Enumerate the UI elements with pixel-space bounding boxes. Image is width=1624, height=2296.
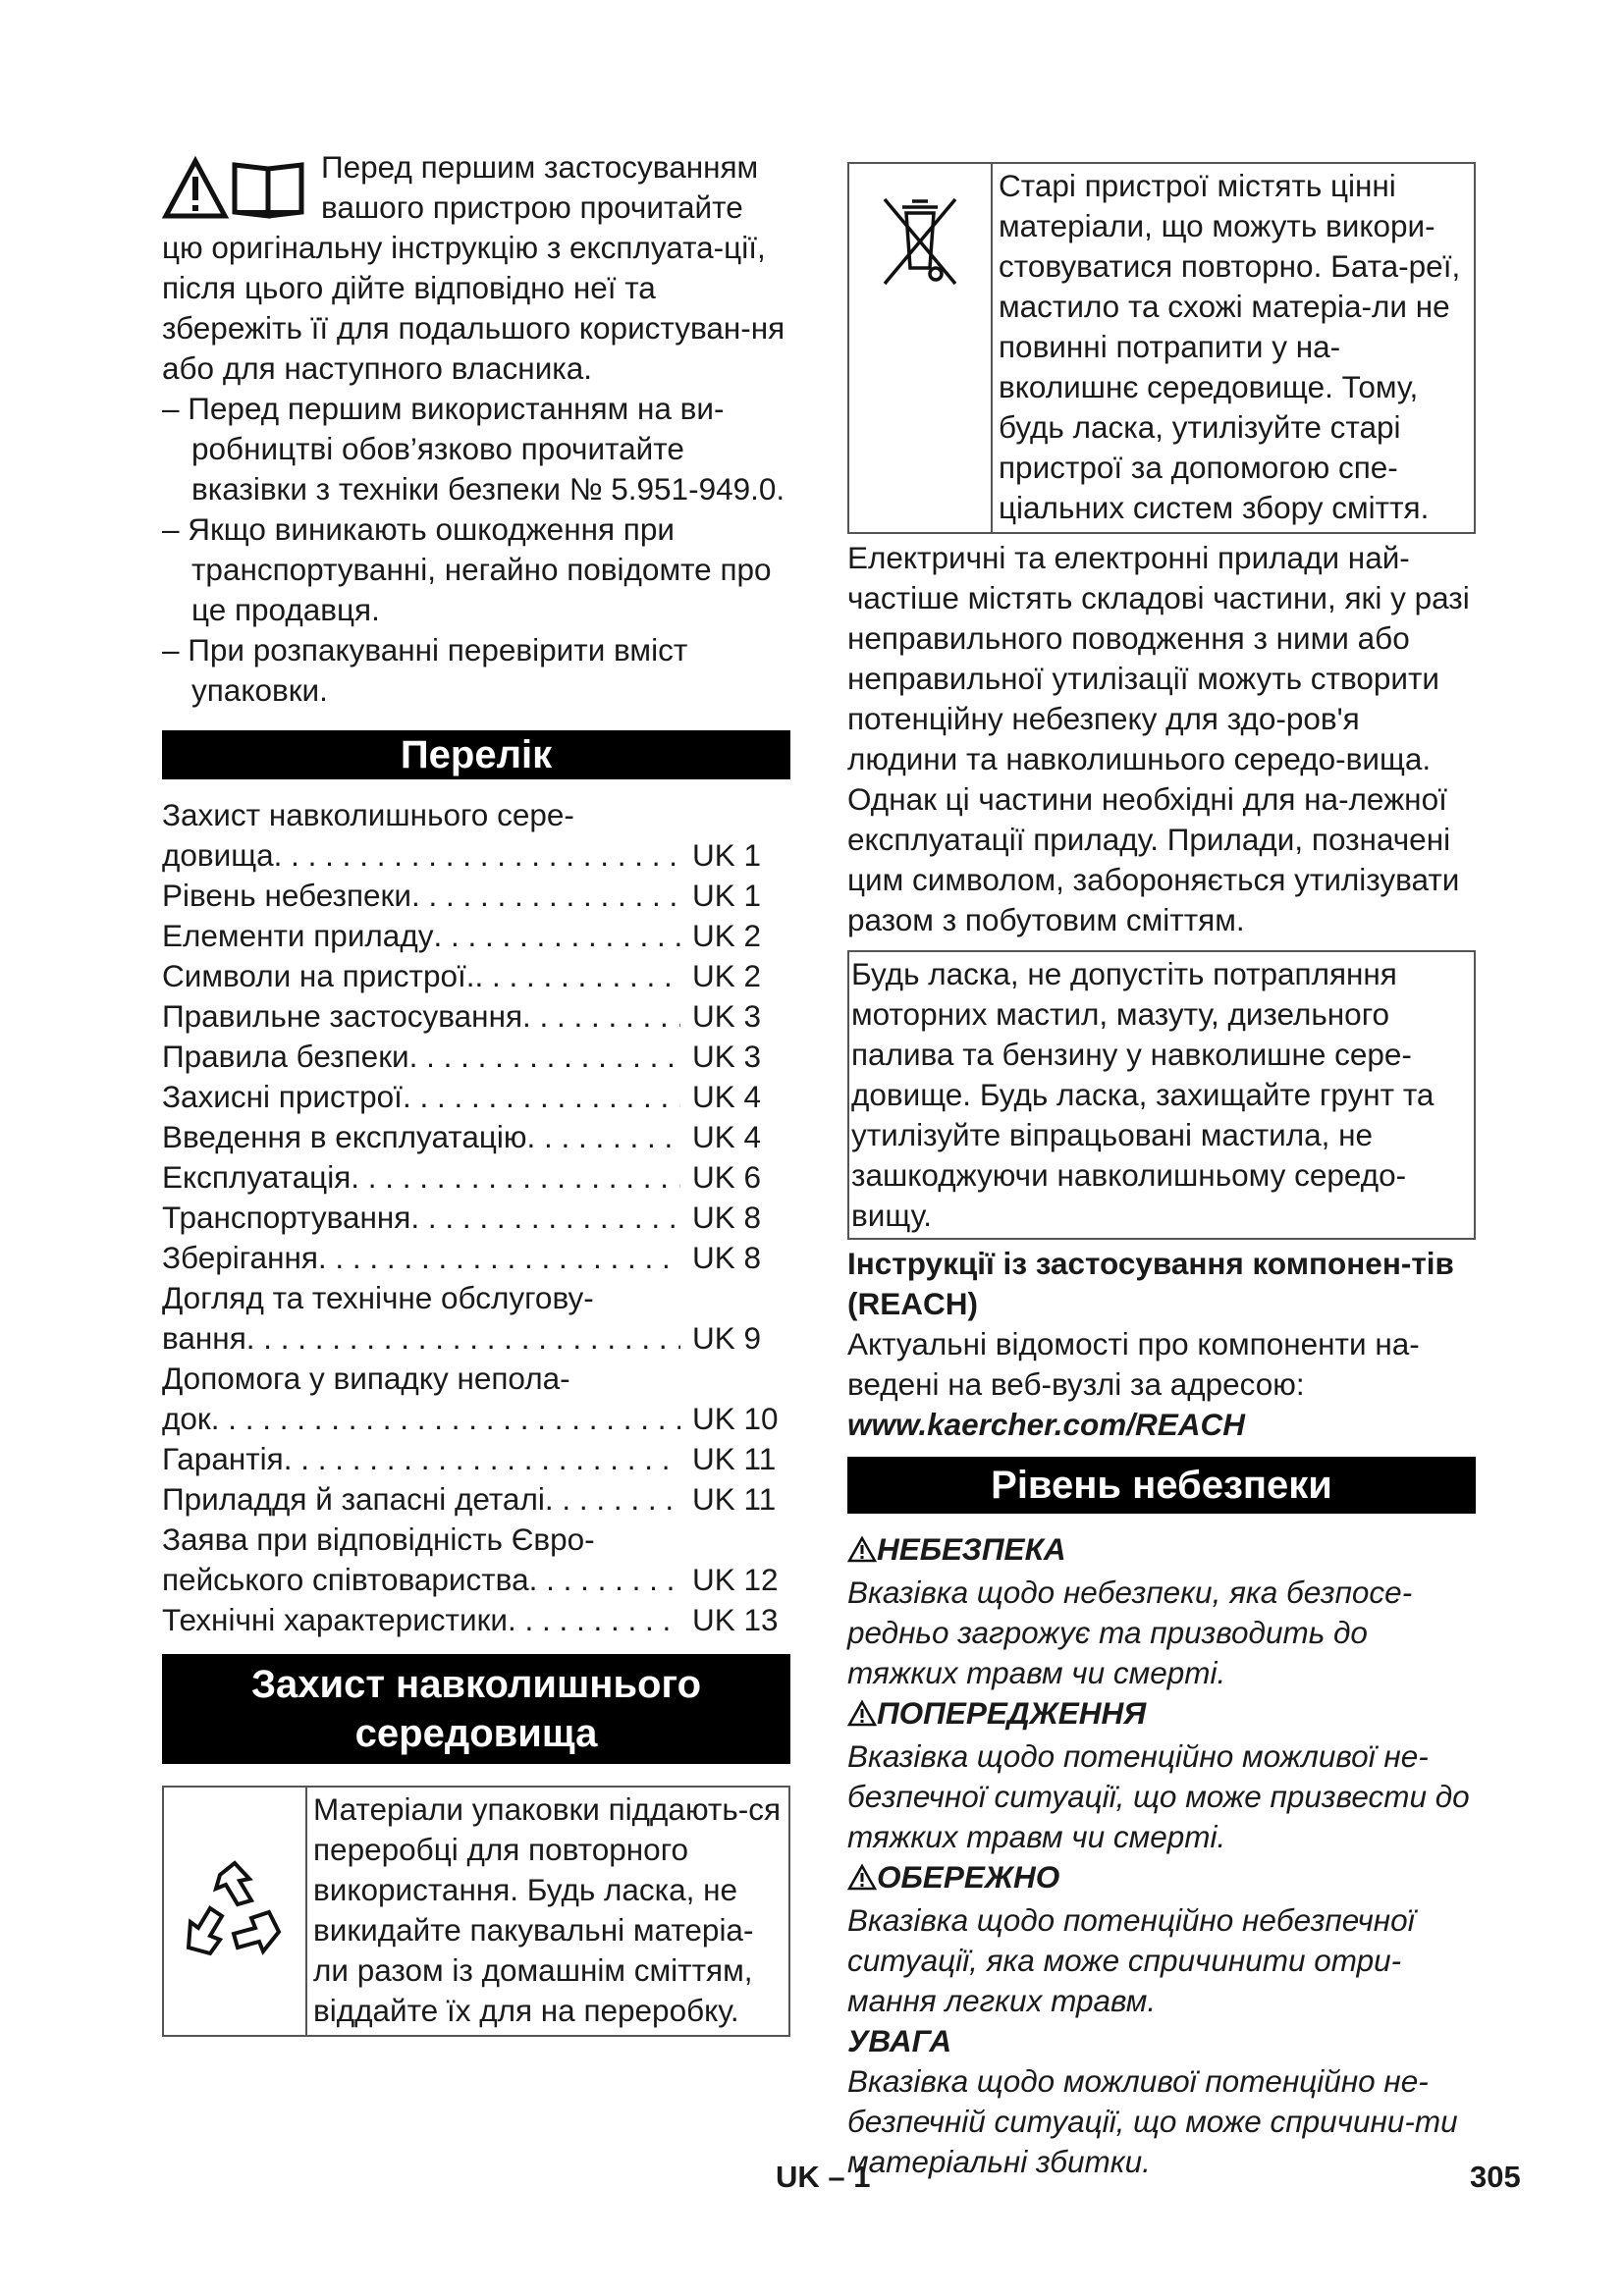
toc-entry-label: док [162, 1401, 211, 1436]
toc-entry[interactable] [162, 1318, 790, 1359]
toc-entry[interactable] [162, 1037, 790, 1077]
toc-dot-leader [411, 876, 680, 916]
reach-text: Актуальні відомості про компоненти на-ведені на веб-вузлі за адресою: [847, 1326, 1420, 1402]
toc-dot-leader [529, 1560, 680, 1600]
toc-entry-label: пейського співтовариства [162, 1562, 529, 1597]
danger-level-text: Вказівка щодо потенційно можливої не-безпечної ситуації, що може призвести до тяжких травм чи смерті. [847, 1738, 1470, 1854]
toc-dot-leader [274, 835, 680, 876]
toc-dot-leader [351, 1157, 680, 1198]
toc-page-ref: UK 8 [692, 1240, 762, 1275]
toc-entry[interactable] [162, 1560, 790, 1600]
toc-page-ref: UK 1 [692, 878, 762, 913]
toc-page-ref: UK 2 [692, 918, 762, 953]
danger-level-label: ОБЕРЕЖНО [877, 1859, 1060, 1895]
table-of-contents [162, 795, 790, 1640]
toc-entry-title: Допомога у випадку непола- [162, 1361, 570, 1396]
toc-entry-label: Зберігання [162, 1240, 318, 1275]
toc-entry-label: Захисні пристрої [162, 1079, 403, 1114]
toc-dot-leader [284, 1439, 680, 1479]
danger-level-label: ПОПЕРЕДЖЕННЯ [877, 1695, 1147, 1731]
toc-dot-leader [246, 1318, 680, 1359]
environment-heading-line-1: Захист навколишнього [250, 1663, 702, 1706]
toc-entry-label: Символи на пристрої. [162, 958, 475, 993]
danger-level-text: Вказівка щодо можливої потенційно не-безпечній ситуації, що може спричини-ти матеріальні збитки. [847, 2063, 1458, 2179]
warning-triangle-icon [847, 1696, 877, 1736]
crossed-bin-icon [849, 164, 993, 532]
reach-link[interactable]: www.kaercher.com/REACH [847, 1407, 1245, 1442]
toc-entry-label: вання [162, 1320, 246, 1356]
intro-text: цю оригінальну інструкцію з експлуата-ції, після цього дійте відповідно неї та збережіть її для подальшого користуван-ня або для наступного власника. [162, 230, 785, 386]
toc-entry[interactable] [162, 1117, 790, 1157]
warning-read-manual-icon [162, 155, 309, 222]
toc-entry-title: Заява при відповідність Євро- [162, 1522, 595, 1557]
toc-entry[interactable] [162, 1439, 790, 1479]
oil-notice [847, 950, 1476, 1240]
danger-levels [847, 1529, 1476, 2182]
toc-dot-leader [522, 996, 680, 1037]
electrical-text: Електричні та електронні прилади най-частіше містять складові частини, які у разі неправильного поводження з ними або неправильної утилізації можуть створити потенційну небезпеку для здо-ров'я людини та навколишнього середо-вища. Однак ці частини необхідні для на-лежної експлуатації приладу. Прилади, позначені цим символом, забороняється утилізувати разом з побутовим сміттям. [847, 540, 1470, 937]
toc-entry[interactable] [162, 1238, 790, 1278]
toc-page-ref: UK 9 [692, 1320, 762, 1356]
danger-level-text: Вказівка щодо потенційно небезпечної ситуації, яка може спричинити отри-мання легких травм. [847, 1902, 1415, 2018]
danger-level-label: УВАГА [847, 2023, 952, 2058]
right-column [847, 162, 1476, 2182]
page-number: 305 [1470, 2160, 1521, 2194]
danger-level-title [847, 1857, 1476, 1900]
toc-dot-leader [508, 1600, 680, 1640]
danger-level-title [847, 1693, 1476, 1736]
toc-entry-title: Захист навколишнього сере- [162, 797, 574, 832]
toc-entry-label: Експлуатація [162, 1159, 352, 1195]
toc-entry-label: Введення в експлуатацію [162, 1119, 527, 1154]
environment-heading [162, 1654, 790, 1764]
toc-page-ref: UK 4 [692, 1079, 762, 1114]
left-column [162, 147, 790, 2037]
reach-title: Інструкції із застосування компонен-тів (REACH) [847, 1246, 1454, 1321]
recycle-icon [164, 1788, 307, 2035]
environment-heading-line-2: середовища [354, 1712, 598, 1755]
toc-entry-label: Правильне застосування [162, 998, 523, 1034]
toc-page-ref: UK 1 [692, 837, 762, 873]
toc-dot-leader [211, 1399, 680, 1439]
toc-entry[interactable] [162, 956, 790, 996]
warning-triangle-icon [847, 1860, 877, 1900]
toc-entry-label: довища [162, 837, 274, 873]
intro-bullets [162, 389, 790, 711]
footer-section: UK – 1 [776, 2160, 871, 2194]
toc-entry[interactable] [162, 1399, 790, 1439]
toc-page-ref: UK 12 [692, 1562, 779, 1597]
toc-page-ref: UK 11 [692, 1441, 777, 1476]
toc-entry-label: Транспортування [162, 1200, 411, 1235]
toc-page-ref: UK 4 [692, 1119, 762, 1154]
toc-entry-label: Технічні характеристики [162, 1602, 508, 1637]
toc-heading: Перелік [162, 730, 790, 779]
intro-first-line: Перед першим застосуванням вашого пристрою прочитайте [321, 149, 759, 225]
toc-page-ref: UK 8 [692, 1200, 762, 1235]
danger-level-title [847, 1529, 1476, 1573]
toc-entry-label: Приладдя й запасні деталі [162, 1481, 545, 1517]
toc-dot-leader [527, 1117, 680, 1157]
oil-text: Будь ласка, не допустіть потрапляння моторних мастил, мазуту, дизельного палива та бензину у навколишне сере-довище. Будь ласка, захищайте грунт та утилізуйте віпрацьовані мастила, не зашкоджуючи навколишньому середо-вищу. [851, 956, 1435, 1233]
bullet-item: – Перед першим використанням на ви-робництві обов’язково прочитайте вказівки з техніки безпеки № 5.951-949.0. [162, 391, 785, 507]
toc-page-ref: UK 2 [692, 958, 762, 993]
bullet-item: – При розпакуванні перевірити вміст упаковки. [162, 632, 688, 708]
toc-entry[interactable] [162, 1157, 790, 1198]
danger-levels-heading: Рівень небезпеки [847, 1457, 1476, 1514]
toc-page-ref: UK 3 [692, 998, 762, 1034]
toc-dot-leader [433, 916, 680, 956]
weee-notice [847, 162, 1476, 534]
weee-text: Старі пристрої містять цінні матеріали, що можуть викори-стовуватися повторно. Бата-реї, мастило та схожі матеріа-ли не повинні потрапити у на-вколишнє середовище. Тому, будь ласка, утилізуйте старі пристрої за допомогою спе-ціальних систем збору сміття. [999, 168, 1461, 525]
toc-dot-leader [318, 1238, 680, 1278]
toc-page-ref: UK 6 [692, 1159, 762, 1195]
toc-entry[interactable] [162, 916, 790, 956]
toc-entry[interactable] [162, 1600, 790, 1640]
toc-entry-title: Догляд та технічне обслугову- [162, 1280, 594, 1315]
toc-entry-label: Рівень небезпеки [162, 878, 411, 913]
toc-dot-leader [475, 956, 681, 996]
danger-level-title [847, 2021, 1476, 2061]
toc-entry[interactable] [162, 835, 790, 876]
toc-dot-leader [545, 1479, 680, 1520]
toc-dot-leader [410, 1198, 680, 1238]
toc-page-ref: UK 13 [692, 1602, 779, 1637]
recycle-text: Матеріали упаковки піддають-ся переробці для повторного використання. Будь ласка, не викидайте пакувальні матеріа-ли разом із домашнім сміттям, віддайте їх для на переробку. [313, 1791, 782, 2028]
toc-entry[interactable] [162, 876, 790, 916]
recycle-notice [162, 1786, 790, 2037]
toc-entry-label: Правила безпеки [162, 1039, 409, 1074]
toc-entry-label: Елементи приладу [162, 918, 434, 953]
toc-entry-label: Гарантія [162, 1441, 284, 1476]
toc-page-ref: UK 10 [692, 1401, 779, 1436]
toc-entry[interactable] [162, 996, 790, 1037]
intro [162, 147, 790, 389]
toc-entry[interactable] [162, 1077, 790, 1117]
toc-page-ref: UK 3 [692, 1039, 762, 1074]
bullet-item: – Якщо виникають ошкодження при транспортуванні, негайно повідомте про це продавця. [162, 511, 772, 627]
toc-entry[interactable] [162, 1479, 790, 1520]
warning-triangle-icon [847, 1532, 877, 1573]
toc-dot-leader [409, 1037, 680, 1077]
toc-entry[interactable] [162, 1198, 790, 1238]
toc-dot-leader [403, 1077, 680, 1117]
danger-level-label: НЕБЕЗПЕКА [877, 1531, 1066, 1567]
danger-level-text: Вказівка щодо небезпеки, яка безпосе-редньо загрожує та призводить до тяжких травм чи смерті. [847, 1575, 1413, 1690]
toc-page-ref: UK 11 [692, 1481, 777, 1517]
